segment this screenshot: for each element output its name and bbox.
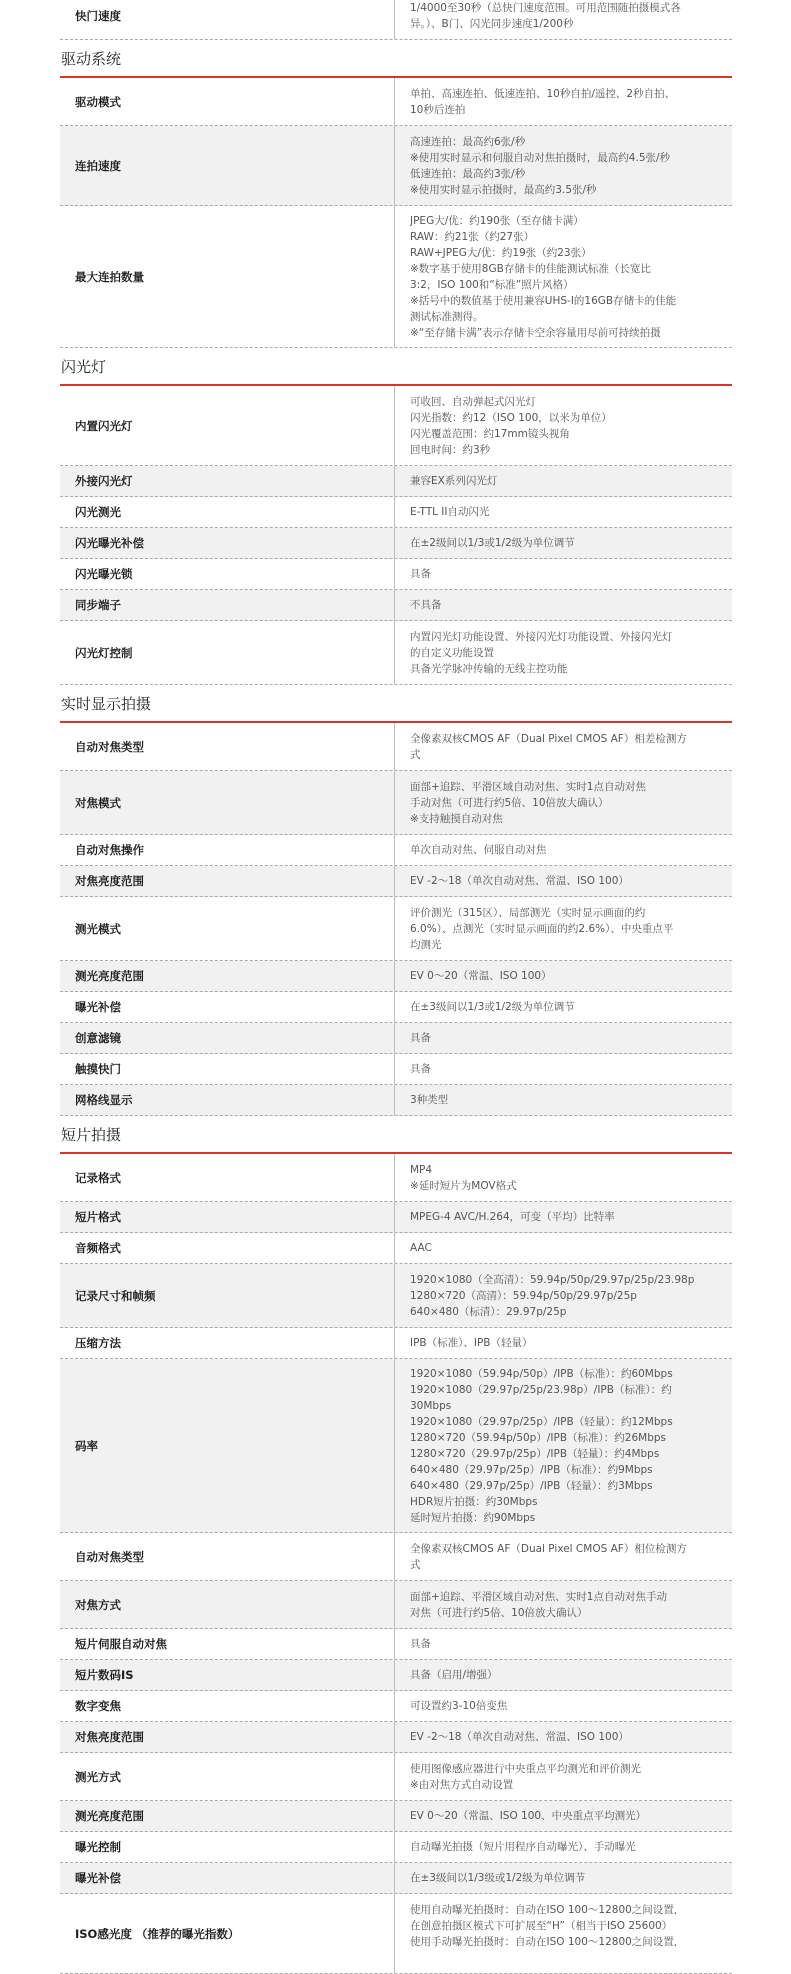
- spec-label: 闪光曝光锁: [60, 559, 395, 589]
- spec-value-line: 在±2级间以1/3或1/2级为单位调节: [410, 537, 575, 549]
- spec-row: [60, 897, 732, 961]
- spec-row: [60, 559, 732, 590]
- spec-value: [395, 528, 732, 558]
- spec-row: [60, 1085, 732, 1116]
- spec-value: [395, 723, 732, 770]
- spec-label: 码率: [60, 1359, 395, 1532]
- spec-row: [60, 1023, 732, 1054]
- spec-row: [60, 1691, 732, 1722]
- spec-label: 音频格式: [60, 1233, 395, 1263]
- spec-value-line: ※“至存储卡满”表示存储卡空余容量用尽前可持续拍摄: [410, 326, 661, 339]
- spec-label: 闪光曝光补偿: [60, 528, 395, 558]
- spec-row: [60, 78, 732, 126]
- spec-value-line: RAW+JPEG大/优：约19张（约23张）: [410, 246, 592, 259]
- spec-value: [395, 1801, 732, 1831]
- spec-row: [60, 1832, 732, 1863]
- spec-value-line: ※使用实时显示和伺服自动对焦拍摄时，最高约4.5张/秒: [410, 151, 671, 164]
- spec-row: [60, 528, 732, 559]
- spec-value-line: 测试标准测得。: [410, 310, 484, 323]
- spec-label: 数字变焦: [60, 1691, 395, 1721]
- spec-row: [60, 206, 732, 348]
- spec-label: 对焦模式: [60, 771, 395, 834]
- spec-row: [60, 1264, 732, 1328]
- spec-value-line: [410, 1950, 722, 1966]
- spec-value-line: 内置闪光灯功能设置、外接闪光灯功能设置、外接闪光灯: [410, 630, 673, 643]
- spec-label: 曝光补偿: [60, 1863, 395, 1893]
- spec-value-line: 1920×1080（29.97p/25p）/IPB（轻量）：约12Mbps: [410, 1415, 673, 1428]
- spec-value: [395, 1233, 732, 1263]
- spec-value-line: JPEG大/优：约190张（至存储卡满）: [410, 214, 584, 227]
- spec-label: 驱动模式: [60, 78, 395, 125]
- spec-value: [395, 466, 732, 496]
- spec-label: 闪光灯控制: [60, 621, 395, 684]
- spec-label: 快门速度: [60, 0, 395, 39]
- spec-value: [395, 1359, 732, 1532]
- spec-row: [60, 1533, 732, 1581]
- spec-row: [60, 1863, 732, 1894]
- spec-value: [395, 386, 732, 465]
- spec-label: 短片数码IS: [60, 1660, 395, 1690]
- spec-label: 网格线显示: [60, 1085, 395, 1115]
- spec-value-line: MP4: [410, 1163, 433, 1176]
- spec-row: [60, 126, 732, 206]
- spec-row: [60, 1054, 732, 1085]
- spec-value: [395, 590, 732, 620]
- spec-value-line: 10秒后连拍: [410, 103, 466, 116]
- section-title: 实时显示拍摄: [60, 685, 732, 723]
- spec-value: [395, 771, 732, 834]
- spec-value: [395, 1085, 732, 1115]
- spec-value-line: 单拍、高速连拍、低速连拍、10秒自拍/遥控、2秒自拍、: [410, 87, 676, 100]
- spec-value-line: 具备光学脉冲传输的无线主控功能: [410, 662, 568, 675]
- spec-value-line: 3:2，ISO 100和“标准”照片风格）: [410, 278, 574, 291]
- spec-value-line: 具备（启用/增强）: [410, 1669, 498, 1681]
- spec-value-line: ※延时短片为MOV格式: [410, 1179, 517, 1192]
- spec-value-line: 单次自动对焦、伺服自动对焦: [410, 844, 547, 856]
- spec-value: [395, 1660, 732, 1690]
- spec-value-line: 使用手动曝光拍摄时：自动在ISO 100～12800之间设置，: [410, 1935, 685, 1948]
- spec-label: 测光亮度范围: [60, 1801, 395, 1831]
- spec-value-line: 兼容EX系列闪光灯: [410, 475, 498, 487]
- spec-label: ISO感光度 （推荐的曝光指数）: [60, 1894, 395, 1973]
- spec-value: [395, 1023, 732, 1053]
- spec-value-line: 不具备: [410, 599, 442, 611]
- spec-value-line: 3种类型: [410, 1094, 449, 1106]
- spec-label: 短片伺服自动对焦: [60, 1629, 395, 1659]
- spec-value-line: 具备: [410, 1032, 431, 1044]
- spec-label: 测光方式: [60, 1753, 395, 1800]
- spec-value-line: EV 0～20（常温、ISO 100）: [410, 970, 552, 982]
- spec-row: [60, 497, 732, 528]
- spec-value: [395, 1154, 732, 1201]
- spec-value-line: 在±3级间以1/3或1/2级为单位调节: [410, 1001, 575, 1013]
- spec-label: 测光模式: [60, 897, 395, 960]
- spec-label: 连拍速度: [60, 126, 395, 205]
- spec-value-line: 1280×720（29.97p/25p）/IPB（轻量）：约4Mbps: [410, 1447, 660, 1460]
- spec-row: [60, 835, 732, 866]
- spec-label: 曝光补偿: [60, 992, 395, 1022]
- spec-value: [395, 559, 732, 589]
- spec-row: [60, 961, 732, 992]
- spec-label: 对焦方式: [60, 1581, 395, 1628]
- spec-value-line: 异。）、B门、闪光同步速度1/200秒: [410, 17, 574, 30]
- spec-label: 对焦亮度范围: [60, 866, 395, 896]
- spec-label: 自动对焦类型: [60, 1533, 395, 1580]
- spec-label: 闪光测光: [60, 497, 395, 527]
- spec-value-line: 使用自动曝光拍摄时：自动在ISO 100～12800之间设置，: [410, 1903, 685, 1916]
- spec-value: [395, 897, 732, 960]
- spec-value: [395, 1264, 732, 1327]
- spec-value-line: ※数字基于使用8GB存储卡的佳能测试标准（长宽比: [410, 262, 651, 275]
- spec-row: [60, 1328, 732, 1359]
- spec-row: [60, 992, 732, 1023]
- spec-row: [60, 1894, 732, 1974]
- spec-value-line: 延时短片拍摄：约90Mbps: [410, 1511, 536, 1524]
- spec-label: 外接闪光灯: [60, 466, 395, 496]
- spec-value-line: MPEG-4 AVC/H.264，可变（平均）比特率: [410, 1211, 615, 1223]
- spec-label: 曝光控制: [60, 1832, 395, 1862]
- spec-value-line: ※使用实时显示拍摄时，最高约3.5张/秒: [410, 183, 597, 196]
- spec-value-line: ※括号中的数值基于使用兼容UHS-I的16GB存储卡的佳能: [410, 294, 677, 307]
- spec-value-line: E-TTL II自动闪光: [410, 506, 490, 518]
- spec-row: [60, 866, 732, 897]
- spec-value-line: 对焦（可进行约5倍、10倍放大确认）: [410, 1606, 588, 1619]
- spec-value-line: 式: [410, 1558, 421, 1571]
- spec-row: [60, 1202, 732, 1233]
- spec-value-line: 全像素双核CMOS AF（Dual Pixel CMOS AF）相位检测方: [410, 1542, 687, 1555]
- spec-value-line: 具备: [410, 1063, 431, 1075]
- spec-row: [60, 590, 732, 621]
- spec-value-line: 评价测光（315区）、局部测光（实时显示画面的约: [410, 906, 646, 919]
- spec-row: [60, 1154, 732, 1202]
- spec-value-line: 式: [410, 748, 421, 761]
- spec-value: [395, 1629, 732, 1659]
- spec-row: [60, 621, 732, 685]
- spec-value: [395, 1533, 732, 1580]
- spec-value-line: 闪光指数：约12（ISO 100，以米为单位）: [410, 411, 612, 424]
- spec-value: [395, 126, 732, 205]
- spec-value-line: 均测光: [410, 938, 442, 951]
- spec-row: [60, 0, 732, 40]
- spec-value-line: 面部+追踪、平滑区域自动对焦、实时1点自动对焦手动: [410, 1590, 667, 1603]
- spec-label: 记录格式: [60, 1154, 395, 1201]
- spec-value-line: 回电时间：约3秒: [410, 443, 491, 456]
- spec-label: 内置闪光灯: [60, 386, 395, 465]
- spec-value-line: 640×480（29.97p/25p）/IPB（轻量）：约3Mbps: [410, 1479, 653, 1492]
- spec-value: [395, 1691, 732, 1721]
- spec-value-line: ※支持触摸自动对焦: [410, 812, 503, 825]
- spec-label: 创意滤镜: [60, 1023, 395, 1053]
- spec-value-line: 1920×1080（全高清）：59.94p/50p/29.97p/25p/23.98p: [410, 1273, 695, 1286]
- spec-value: [395, 1832, 732, 1862]
- spec-label: 同步端子: [60, 590, 395, 620]
- spec-value: [395, 961, 732, 991]
- spec-label: 对焦亮度范围: [60, 1722, 395, 1752]
- spec-value: [395, 1894, 732, 1973]
- spec-value-line: 低速连拍：最高约3张/秒: [410, 167, 526, 180]
- spec-row: [60, 1660, 732, 1691]
- spec-value-line: 30Mbps: [410, 1399, 452, 1412]
- spec-row: [60, 386, 732, 466]
- spec-value-line: HDR短片拍摄：约30Mbps: [410, 1495, 538, 1508]
- spec-row: [60, 1753, 732, 1801]
- spec-value-line: 1280×720（高清）：59.94p/50p/29.97p/25p: [410, 1289, 637, 1302]
- spec-value: [395, 992, 732, 1022]
- spec-row: [60, 1801, 732, 1832]
- spec-value-line: EV -2～18（单次自动对焦、常温、ISO 100）: [410, 875, 629, 887]
- spec-value-line: AAC: [410, 1242, 432, 1254]
- spec-value-line: 闪光覆盖范围：约17mm镜头视角: [410, 427, 570, 440]
- spec-value-line: 高速连拍：最高约6张/秒: [410, 135, 526, 148]
- spec-value: [395, 497, 732, 527]
- spec-value-line: IPB（标准）、IPB（轻量）: [410, 1337, 533, 1349]
- spec-label: 自动对焦类型: [60, 723, 395, 770]
- spec-value-line: 可收回、自动弹起式闪光灯: [410, 395, 536, 408]
- spec-value: [395, 78, 732, 125]
- spec-row: [60, 1581, 732, 1629]
- spec-value-line: 使用图像感应器进行中央重点平均测光和评价测光: [410, 1762, 641, 1775]
- spec-label: 记录尺寸和帧频: [60, 1264, 395, 1327]
- spec-value-line: 640×480（标清）：29.97p/25p: [410, 1305, 567, 1318]
- spec-value-line: 1/4000至30秒（总快门速度范围。可用范围随拍摄模式各: [410, 1, 681, 14]
- spec-value: [395, 866, 732, 896]
- spec-row: [60, 771, 732, 835]
- spec-value-line: 1920×1080（29.97p/25p/23.98p）/IPB（标准）：约: [410, 1383, 672, 1396]
- spec-row: [60, 1359, 732, 1533]
- section-title: 闪光灯: [60, 348, 732, 386]
- spec-value: [395, 0, 732, 39]
- spec-label: 最大连拍数量: [60, 206, 395, 347]
- spec-value-line: 具备: [410, 568, 431, 580]
- spec-table: [60, 0, 732, 1974]
- spec-value-line: 面部+追踪、平滑区域自动对焦、实时1点自动对焦: [410, 780, 646, 793]
- spec-value: [395, 1054, 732, 1084]
- spec-value-line: 1280×720（59.94p/50p）/IPB（标准）：约26Mbps: [410, 1431, 666, 1444]
- spec-value: [395, 1722, 732, 1752]
- spec-row: [60, 723, 732, 771]
- spec-value: [395, 1863, 732, 1893]
- spec-value: [395, 206, 732, 347]
- spec-value-line: 自动曝光拍摄（短片用程序自动曝光）、手动曝光: [410, 1841, 636, 1853]
- spec-value-line: EV -2～18（单次自动对焦、常温、ISO 100）: [410, 1731, 629, 1743]
- spec-label: 自动对焦操作: [60, 835, 395, 865]
- spec-value-line: 的自定义功能设置: [410, 646, 494, 659]
- spec-label: 测光亮度范围: [60, 961, 395, 991]
- spec-value-line: RAW：约21张（约27张）: [410, 230, 535, 243]
- spec-value-line: 全像素双核CMOS AF（Dual Pixel CMOS AF）相差检测方: [410, 732, 687, 745]
- spec-value: [395, 1328, 732, 1358]
- spec-value-line: EV 0～20（常温、ISO 100、中央重点平均测光）: [410, 1810, 647, 1822]
- spec-value-line: 6.0%）、点测光（实时显示画面的约2.6%）、中央重点平: [410, 922, 674, 935]
- spec-row: [60, 1629, 732, 1660]
- spec-value-line: 1920×1080（59.94p/50p）/IPB（标准）：约60Mbps: [410, 1367, 673, 1380]
- spec-row: [60, 1722, 732, 1753]
- spec-value-line: 在±3级间以1/3级或1/2级为单位调节: [410, 1872, 586, 1884]
- spec-label: 触摸快门: [60, 1054, 395, 1084]
- spec-label: 压缩方法: [60, 1328, 395, 1358]
- spec-value: [395, 1753, 732, 1800]
- spec-value: [395, 1581, 732, 1628]
- spec-value-line: 640×480（29.97p/25p）/IPB（标准）：约9Mbps: [410, 1463, 653, 1476]
- spec-value: [395, 621, 732, 684]
- spec-value: [395, 835, 732, 865]
- spec-value-line: ※由对焦方式自动设置: [410, 1778, 514, 1791]
- spec-label: 短片格式: [60, 1202, 395, 1232]
- spec-value-line: 在创意拍摄区模式下可扩展至“H”（相当于ISO 25600）: [410, 1919, 673, 1932]
- spec-value-line: 手动对焦（可进行约5倍、10倍放大确认）: [410, 796, 609, 809]
- spec-row: [60, 466, 732, 497]
- spec-value-line: 可设置约3-10倍变焦: [410, 1700, 508, 1712]
- section-title: 驱动系统: [60, 40, 732, 78]
- section-title: 短片拍摄: [60, 1116, 732, 1154]
- spec-value-line: 具备: [410, 1638, 431, 1650]
- spec-row: [60, 1233, 732, 1264]
- spec-value: [395, 1202, 732, 1232]
